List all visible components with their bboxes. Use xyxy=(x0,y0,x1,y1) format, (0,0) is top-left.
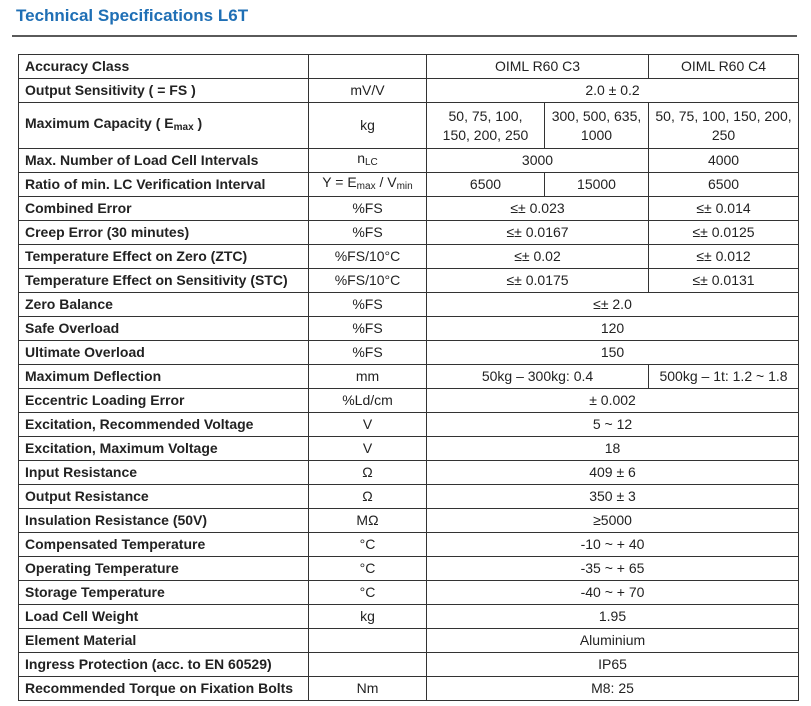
value-cell: ≥5000 xyxy=(427,509,799,533)
unit-cell xyxy=(309,173,427,197)
param-label: Accuracy Class xyxy=(19,55,309,79)
unit-cell: %FS xyxy=(309,221,427,245)
unit-cell: %Ld/cm xyxy=(309,389,427,413)
param-label: Eccentric Loading Error xyxy=(19,389,309,413)
unit-cell xyxy=(309,629,427,653)
table-row xyxy=(19,269,799,293)
param-text-end: ) xyxy=(193,115,203,131)
table-row xyxy=(19,485,799,509)
param-label: Insulation Resistance (50V) xyxy=(19,509,309,533)
value-cell: -40 ~ + 70 xyxy=(427,581,799,605)
unit-cell: %FS/10°C xyxy=(309,245,427,269)
table-row xyxy=(19,79,799,103)
param-label xyxy=(19,103,309,149)
param-label: Load Cell Weight xyxy=(19,605,309,629)
value-cell: ≤± 0.023 xyxy=(427,197,649,221)
unit-cell: kg xyxy=(309,103,427,149)
value-cell: ≤± 2.0 xyxy=(427,293,799,317)
unit-cell: %FS xyxy=(309,317,427,341)
page-title: Technical Specifications L6T xyxy=(16,6,249,25)
table-row xyxy=(19,437,799,461)
table-row xyxy=(19,389,799,413)
value-cell: 2.0 ± 0.2 xyxy=(427,79,799,103)
param-label: Max. Number of Load Cell Intervals xyxy=(19,149,309,173)
table-row xyxy=(19,149,799,173)
table-row xyxy=(19,605,799,629)
value-cell: 50, 75, 100, 150, 200, 250 xyxy=(649,103,799,149)
table-row xyxy=(19,461,799,485)
value-cell: ± 0.002 xyxy=(427,389,799,413)
table-row xyxy=(19,55,799,79)
unit-cell: %FS xyxy=(309,197,427,221)
value-cell: IP65 xyxy=(427,653,799,677)
unit-cell: Ω xyxy=(309,485,427,509)
param-label: Temperature Effect on Zero (ZTC) xyxy=(19,245,309,269)
value-cell: 18 xyxy=(427,437,799,461)
param-label: Output Resistance xyxy=(19,485,309,509)
param-label: Element Material xyxy=(19,629,309,653)
param-label: Storage Temperature xyxy=(19,581,309,605)
param-label: Recommended Torque on Fixation Bolts xyxy=(19,677,309,701)
unit-cell: mm xyxy=(309,365,427,389)
param-label: Combined Error xyxy=(19,197,309,221)
table-row xyxy=(19,173,799,197)
unit-text: / V xyxy=(375,174,397,190)
unit-cell xyxy=(309,149,427,173)
unit-cell: mV/V xyxy=(309,79,427,103)
value-cell: 6500 xyxy=(427,173,545,197)
param-label: Ultimate Overload xyxy=(19,341,309,365)
unit-cell: V xyxy=(309,437,427,461)
value-cell: 1.95 xyxy=(427,605,799,629)
unit-cell: °C xyxy=(309,557,427,581)
param-label: Maximum Deflection xyxy=(19,365,309,389)
param-label: Excitation, Maximum Voltage xyxy=(19,437,309,461)
param-label: Compensated Temperature xyxy=(19,533,309,557)
table-row xyxy=(19,509,799,533)
table-row xyxy=(19,341,799,365)
param-label: Safe Overload xyxy=(19,317,309,341)
unit-cell: Ω xyxy=(309,461,427,485)
unit-cell: %FS xyxy=(309,341,427,365)
table-row xyxy=(19,317,799,341)
value-cell: ≤± 0.014 xyxy=(649,197,799,221)
param-subscript: max xyxy=(173,122,194,133)
value-cell: -10 ~ + 40 xyxy=(427,533,799,557)
unit-subscript: min xyxy=(396,181,413,192)
table-row xyxy=(19,581,799,605)
value-cell: ≤± 0.02 xyxy=(427,245,649,269)
value-cell: -35 ~ + 65 xyxy=(427,557,799,581)
param-label: Output Sensitivity ( = FS ) xyxy=(19,79,309,103)
value-cell: Aluminium xyxy=(427,629,799,653)
value-cell: ≤± 0.0125 xyxy=(649,221,799,245)
value-cell: 4000 xyxy=(649,149,799,173)
table-row xyxy=(19,103,799,149)
value-cell: ≤± 0.0131 xyxy=(649,269,799,293)
param-label: Creep Error (30 minutes) xyxy=(19,221,309,245)
unit-cell: V xyxy=(309,413,427,437)
param-label: Operating Temperature xyxy=(19,557,309,581)
table-row xyxy=(19,293,799,317)
value-cell: 500kg – 1t: 1.2 ~ 1.8 xyxy=(649,365,799,389)
unit-text: Y = E xyxy=(322,174,357,190)
unit-cell: °C xyxy=(309,533,427,557)
param-text: Maximum Capacity ( E xyxy=(25,115,174,131)
value-cell: 5 ~ 12 xyxy=(427,413,799,437)
unit-cell: %FS xyxy=(309,293,427,317)
unit-cell xyxy=(309,653,427,677)
table-row xyxy=(19,245,799,269)
value-cell: 50kg – 300kg: 0.4 xyxy=(427,365,649,389)
value-cell: 409 ± 6 xyxy=(427,461,799,485)
class-c4-header: OIML R60 C4 xyxy=(649,55,799,79)
unit-cell: °C xyxy=(309,581,427,605)
value-cell: 3000 xyxy=(427,149,649,173)
unit-cell: %FS/10°C xyxy=(309,269,427,293)
class-c3-header: OIML R60 C3 xyxy=(427,55,649,79)
value-cell: M8: 25 xyxy=(427,677,799,701)
title-divider xyxy=(12,35,797,37)
spec-table xyxy=(18,54,799,701)
value-cell: 6500 xyxy=(649,173,799,197)
value-cell: 15000 xyxy=(545,173,649,197)
table-row xyxy=(19,653,799,677)
unit-cell: kg xyxy=(309,605,427,629)
value-cell: ≤± 0.0175 xyxy=(427,269,649,293)
value-cell: ≤± 0.012 xyxy=(649,245,799,269)
table-row xyxy=(19,365,799,389)
param-label: Temperature Effect on Sensitivity (STC) xyxy=(19,269,309,293)
value-cell: 50, 75, 100, 150, 200, 250 xyxy=(427,103,545,149)
table-row xyxy=(19,197,799,221)
table-row xyxy=(19,557,799,581)
unit-subscript: LC xyxy=(365,157,378,168)
param-label: Ingress Protection (acc. to EN 60529) xyxy=(19,653,309,677)
value-cell: ≤± 0.0167 xyxy=(427,221,649,245)
table-row xyxy=(19,533,799,557)
value-cell: 300, 500, 635, 1000 xyxy=(545,103,649,149)
param-label: Input Resistance xyxy=(19,461,309,485)
table-row xyxy=(19,677,799,701)
unit-cell: MΩ xyxy=(309,509,427,533)
value-cell: 350 ± 3 xyxy=(427,485,799,509)
value-cell: 120 xyxy=(427,317,799,341)
table-row xyxy=(19,221,799,245)
unit-subscript: max xyxy=(356,181,376,192)
unit-cell xyxy=(309,55,427,79)
value-cell: 150 xyxy=(427,341,799,365)
param-label: Excitation, Recommended Voltage xyxy=(19,413,309,437)
unit-cell: Nm xyxy=(309,677,427,701)
unit-text: n xyxy=(357,150,365,166)
table-row xyxy=(19,629,799,653)
param-label: Ratio of min. LC Verification Interval xyxy=(19,173,309,197)
table-row xyxy=(19,413,799,437)
spec-table-body xyxy=(19,55,799,701)
param-label: Zero Balance xyxy=(19,293,309,317)
